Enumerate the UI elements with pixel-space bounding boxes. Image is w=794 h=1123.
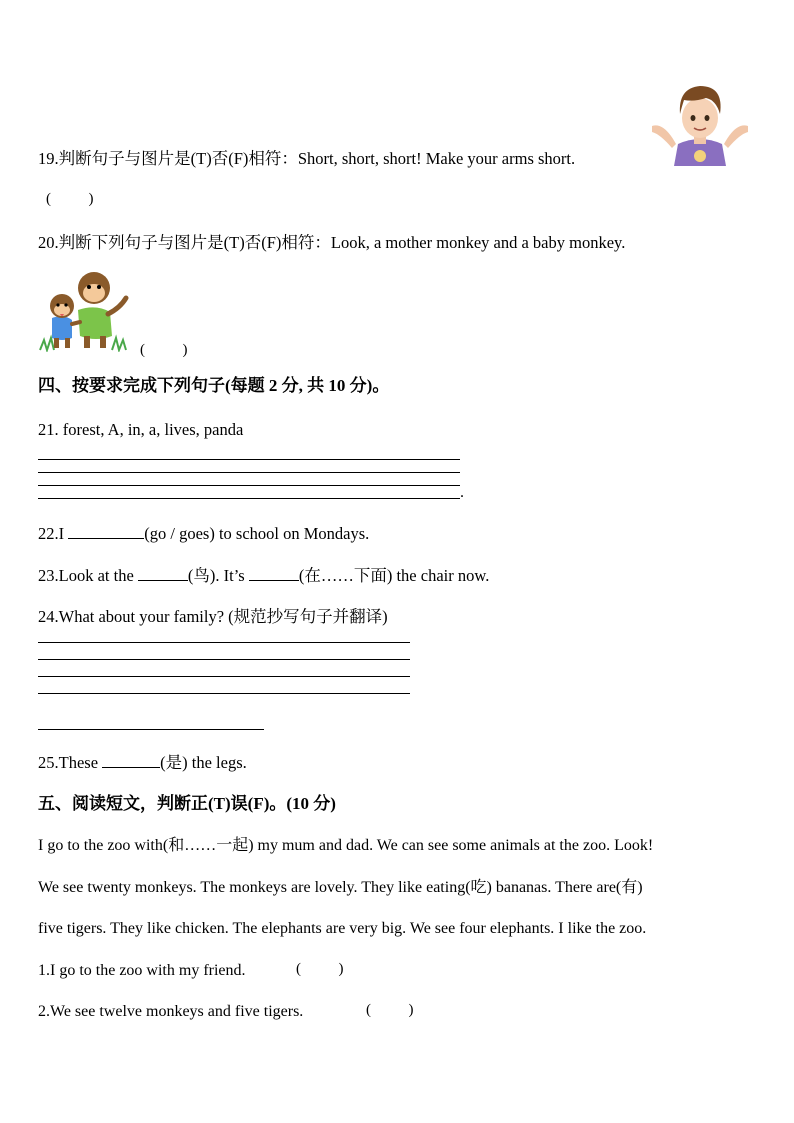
section-4-heading: 四、按要求完成下列句子(每题 2 分, 共 10 分)。 [38, 376, 390, 395]
question-23-suffix: (在……下面) the chair now. [298, 566, 490, 585]
question-24-answer-line-4 [38, 693, 410, 694]
question-23-blank-2[interactable] [249, 566, 299, 581]
question-20-text: 20.判断下列句子与图片是(T)否(F)相符：Look, a mother monkey and a baby monkey. [38, 233, 626, 252]
question-19-answer-paren: ( ) [46, 191, 94, 207]
question-24-answer-line-3 [38, 676, 410, 677]
passage-line-1: I go to the zoo with(和……一起) my mum and dad. We can see some animals at the zoo. Look! [38, 837, 654, 854]
passage-line-2: We see twenty monkeys. The monkeys are lovely. They like eating(吃) bananas. There are(有) [38, 879, 643, 896]
statement-2-text: 2.We see twelve monkeys and five tigers. [38, 1003, 304, 1020]
question-25-suffix: (是) the legs. [160, 753, 247, 772]
question-23-blank-1[interactable] [138, 566, 188, 581]
question-20-answer-paren: ( ) [140, 342, 188, 358]
question-22-prefix: 22.I [38, 524, 69, 543]
question-25-blank[interactable] [102, 753, 160, 768]
monkeys-illustration [38, 266, 134, 352]
question-25 [38, 753, 247, 773]
passage-line-3: five tigers. They like chicken. The elephants are very big. We see four elephants. I like the zoo. [38, 920, 647, 937]
question-24-answer-line-2 [38, 659, 410, 660]
section-5-heading: 五、阅读短文，判断正(T)误(F)。(10 分) [38, 794, 336, 813]
question-23 [38, 566, 489, 586]
question-22-blank[interactable] [68, 524, 144, 539]
question-21-text: 21. forest, A, in, a, lives, panda [38, 420, 244, 439]
statement-1-text: 1.I go to the zoo with my friend. [38, 962, 246, 979]
question-25-prefix: 25.These [38, 753, 103, 772]
question-22 [38, 524, 369, 544]
question-23-middle: (鸟). It’s [187, 566, 249, 585]
question-24-translation-line [38, 729, 264, 730]
question-24-text: 24.What about your family? (规范抄写句子并翻译) [38, 607, 388, 626]
question-21-answer-line-2 [38, 472, 460, 473]
question-21-answer-line-1 [38, 459, 460, 460]
question-19-text: 19.判断句子与图片是(T)否(F)相符：Short, short, short! Make your arms short. [38, 149, 576, 168]
question-21-answer-line-3 [38, 485, 460, 486]
question-21-answer-line-4 [38, 498, 460, 499]
question-21-period: . [460, 484, 464, 501]
statement-2-answer-paren: ( ) [366, 1002, 414, 1018]
question-22-suffix: (go / goes) to school on Mondays. [144, 524, 370, 543]
question-23-prefix: 23.Look at the [38, 566, 138, 585]
question-24-answer-line-1 [38, 642, 410, 643]
statement-1-answer-paren: ( ) [296, 961, 344, 977]
boy-illustration [650, 82, 750, 166]
